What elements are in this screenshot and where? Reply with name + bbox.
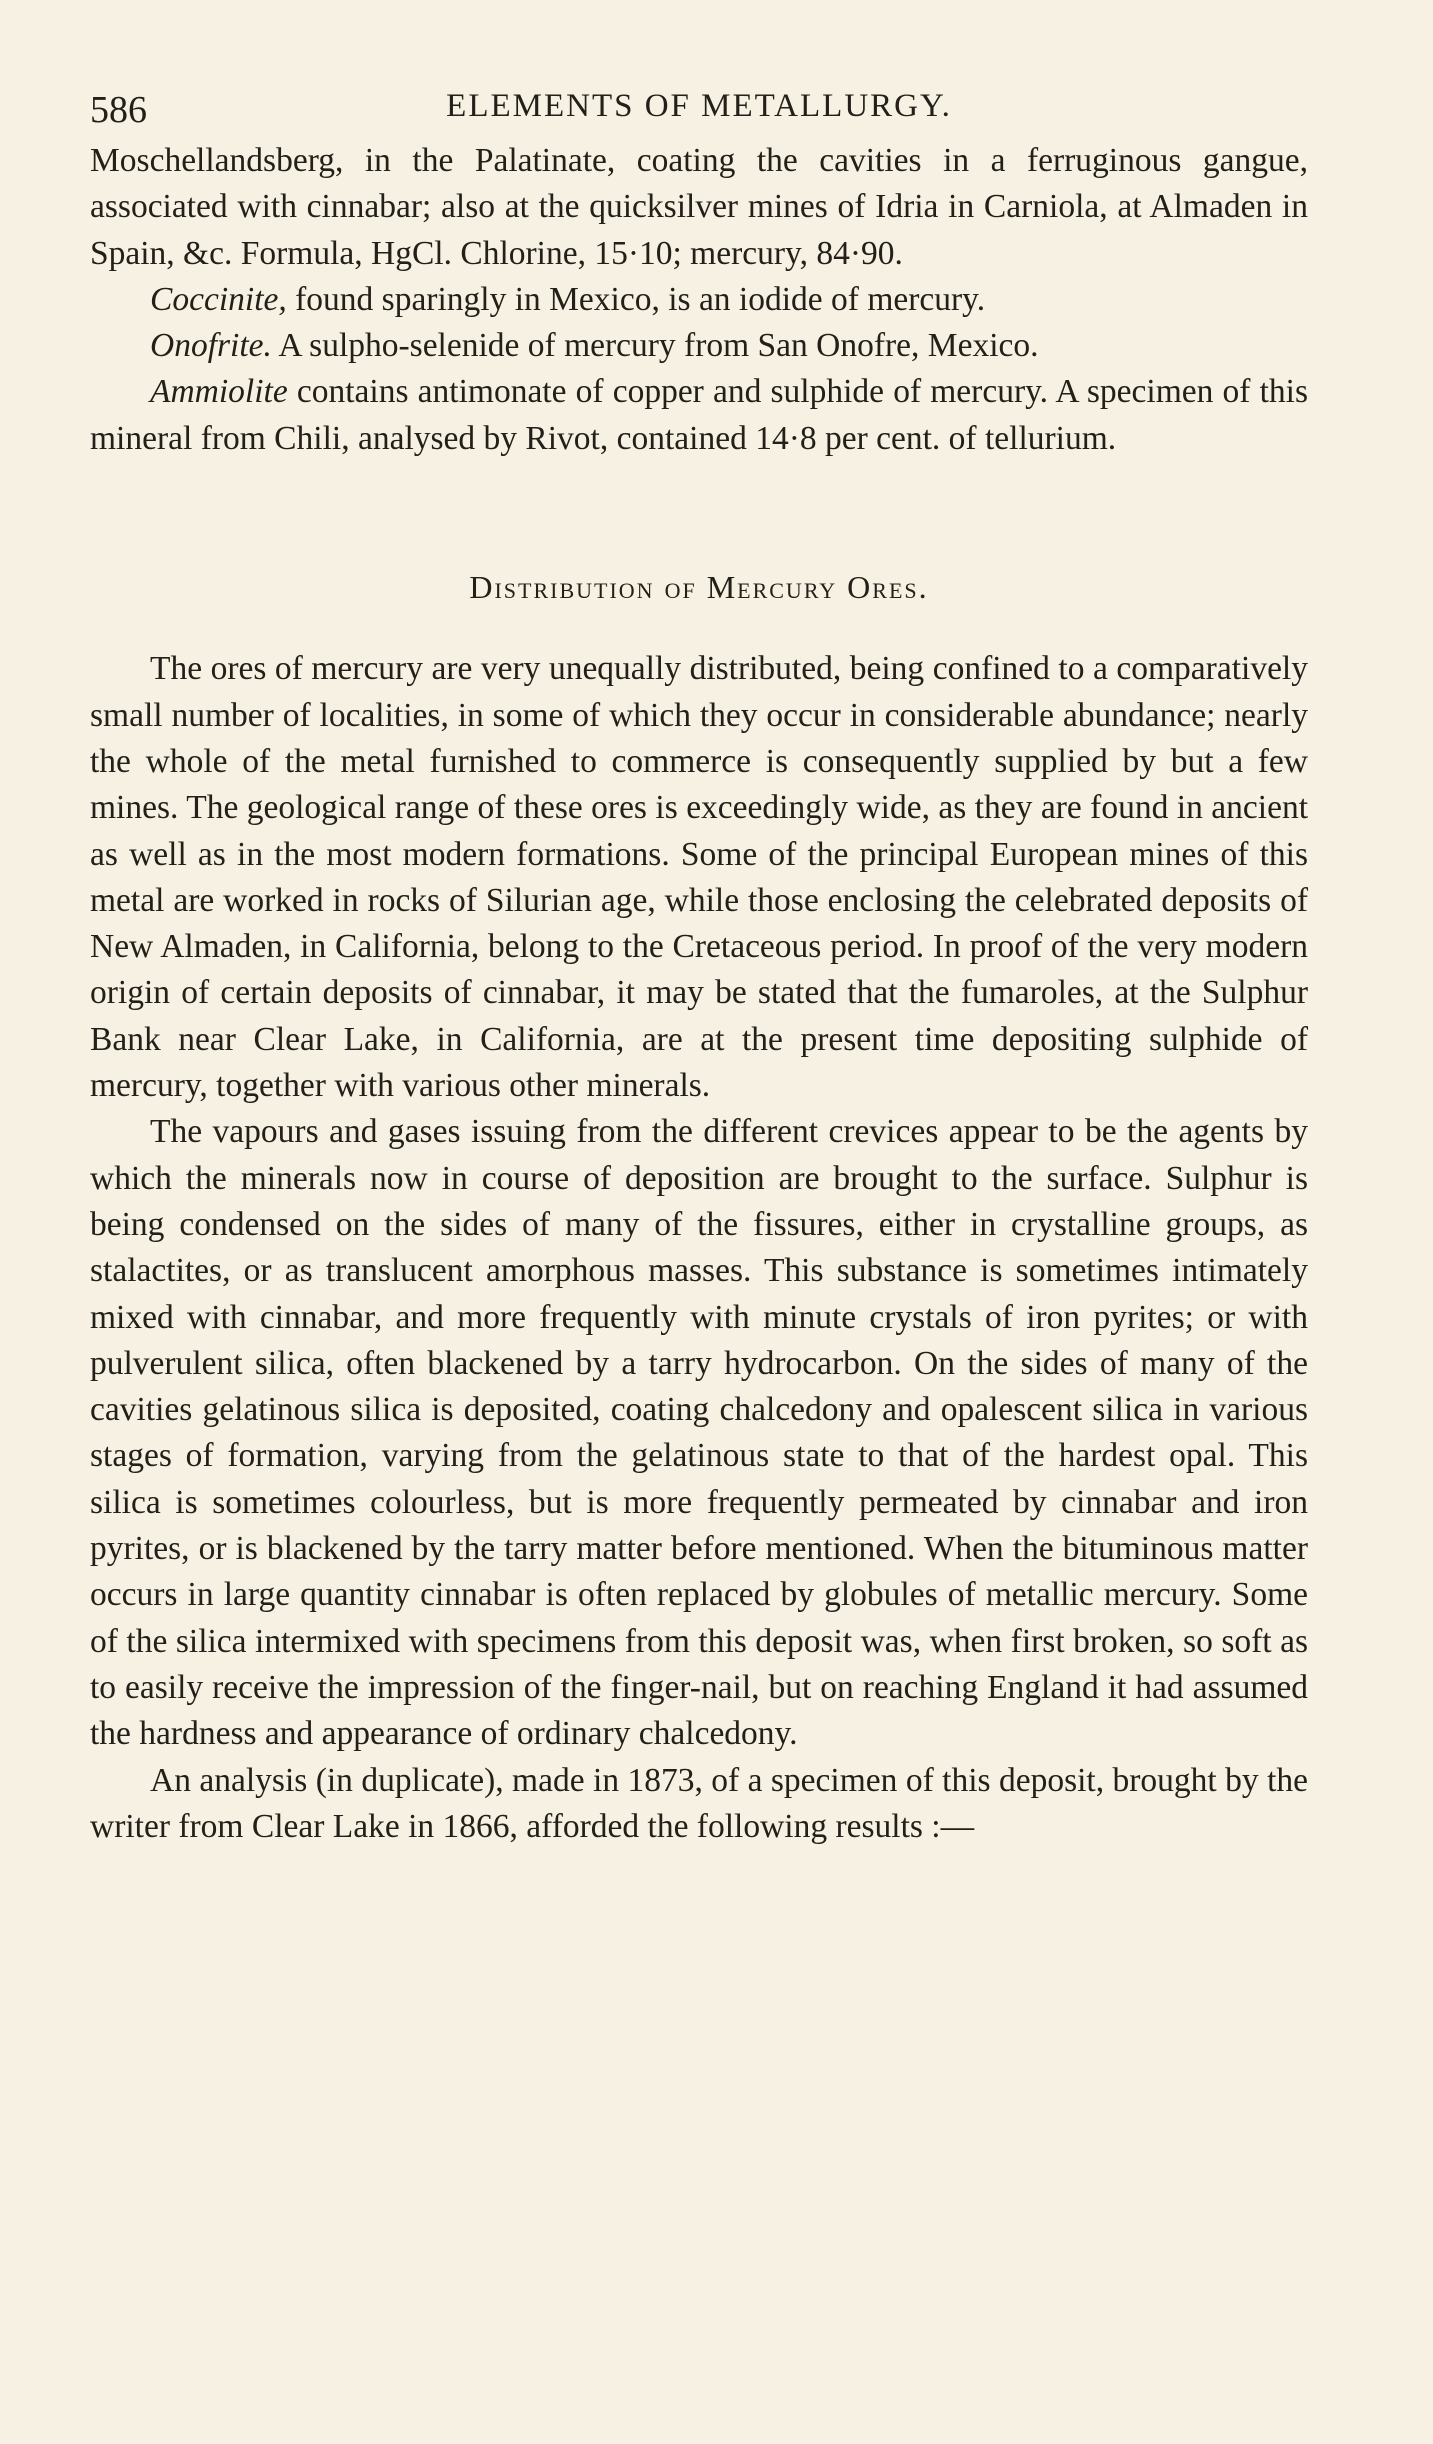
running-head	[90, 88, 1308, 138]
paragraph-vapours-and-gases: The vapours and gases issuing from the different crevices appear to be the agents by which the minerals now in course of deposition are brought to the surface. Sulphur is being condensed on the sides of many of the fissures, either in crystalline groups, as stalactites, or as translucent amorphous masses. This substance is sometimes intimately mixed with cinnabar, and more frequently with minute crystals of iron pyrites; or with pulverulent silica, often blackened by a tarry hydrocarbon. On the sides of many of the cavities gelatinous silica is deposited, coating chalcedony and opalescent silica in various stages of formation, varying from the gelatinous state to that of the hardest opal. This silica is sometimes colourless, but is more frequently permeated by cinnabar and iron pyrites, or is blackened by the tarry matter before mentioned. When the bituminous matter occurs in large quantity cinnabar is often replaced by globules of metallic mercury. Some of the silica intermixed with specimens from this deposit was, when first broken, so soft as to easily receive the impression of the finger-nail, but on reaching England it had assumed the hardness and appearance of ordinary chalcedony.	[90, 1113, 1308, 1753]
ammiolite-term: Ammiolite	[150, 373, 288, 411]
onofrite-paragraph	[90, 323, 1308, 369]
coccinite-description: found sparingly in Mexico, is an iodide of mercury.	[286, 280, 986, 318]
ammiolite-paragraph	[90, 369, 1308, 462]
running-title: ELEMENTS OF METALLURGY.	[446, 88, 952, 124]
paragraph-ore-distribution: The ores of mercury are very unequally distributed, being confined to a comparatively small number of localities, in some of which they occur in considerable abundance; nearly the whole of the metal furnished to commerce is consequently supplied by but a few mines. The geological range of these ores is exceedingly wide, as they are found in ancient as well as in the most modern formations. Some of the principal European mines of this metal are worked in rocks of Silurian age, while those enclosing the celebrated deposits of New Almaden, in California, belong to the Cretaceous period. In proof of the very modern origin of certain deposits of cinnabar, it may be stated that the fumaroles, at the Sulphur Bank near Clear Lake, in California, are at the present time depositing sulphide of mercury, together with various other minerals.	[90, 650, 1308, 1105]
paragraph-analysis-intro: An analysis (in duplicate), made in 1873, of a specimen of this deposit, brought by the writer from Clear Lake in 1866, afforded the following results :—	[90, 1761, 1308, 1845]
coccinite-paragraph	[90, 277, 1308, 323]
onofrite-term: Onofrite.	[150, 327, 272, 365]
main-text	[90, 138, 1308, 1850]
section-heading: Distribution of Mercury Ores.	[469, 569, 929, 606]
coccinite-term: Coccinite,	[150, 280, 287, 318]
onofrite-description: A sulpho-selenide of mercury from San Onofre, Mexico.	[271, 327, 1039, 365]
ammiolite-description: contains antimonate of copper and sulphide of mercury. A specimen of this mineral from Chili, analysed by Rivot, contained 14·8 per cent. of tellurium.	[90, 373, 1308, 457]
page-number: 586	[90, 89, 147, 131]
continuation-paragraph: Moschellandsberg, in the Palatinate, coating the cavities in a ferruginous gangue, associated with cinnabar; also at the quicksilver mines of Idria in Carniola, at Almaden in Spain, &c. Formula, HgCl. Chlorine, 15·10; mercury, 84·90.	[90, 142, 1308, 272]
book-page	[90, 88, 1308, 1850]
